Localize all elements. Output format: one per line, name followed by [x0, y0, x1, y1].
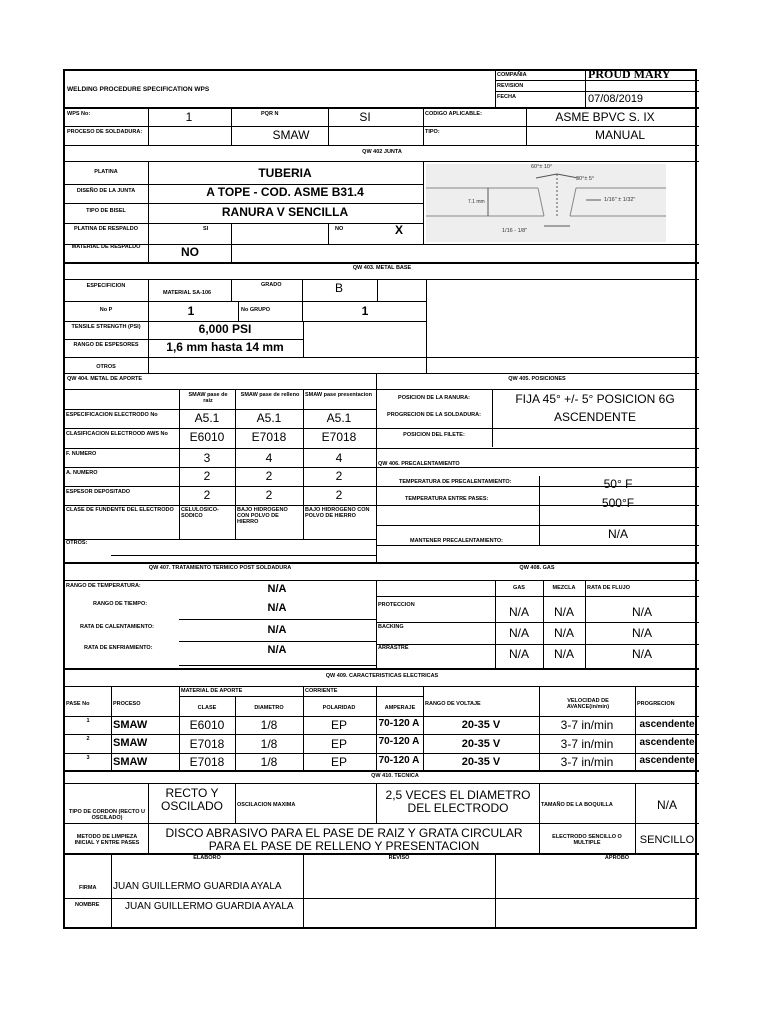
- pass-number: 1: [86, 718, 90, 724]
- flux-cell: BAJO HIDROGENO CON POLVO DE HIERRO: [237, 507, 288, 526]
- gas-cell: N/A: [631, 647, 653, 661]
- reviewed-by-label: REVISO: [388, 855, 410, 861]
- preheat-temp-value: 50° F: [603, 477, 633, 491]
- flux-cell: BAJO HIDROGENO CON POLVO DE HIERRO: [305, 507, 370, 520]
- electrical-section-title: QW 409. CARACTERISTICAS ELECTRICAS: [325, 673, 439, 679]
- process-label: PROCESO DE SOLDADURA:: [67, 129, 143, 135]
- pwht-value: N/A: [267, 644, 287, 656]
- platina-label: PLATINA: [94, 169, 118, 175]
- pass-process: SMAW: [113, 737, 148, 749]
- code-label: CODIGO APLICABLE:: [425, 111, 482, 117]
- filler-cell: A5.1: [326, 411, 352, 425]
- signature-label: FIRMA: [79, 885, 97, 891]
- speed-header: VELOCIDAD DE AVANCE(in/min): [566, 698, 610, 711]
- preheat-section-title: QW 406. PRECALENTAMIENTO: [378, 461, 460, 467]
- filler-cell: 2: [335, 488, 343, 502]
- backing-material-value: NO: [181, 245, 199, 259]
- filler-cell: E7018: [321, 430, 357, 444]
- bead-type-value: RECTO Y OSCILADO: [160, 786, 223, 814]
- filler-cell: 2: [335, 469, 343, 483]
- polarity-header: POLARIDAD: [322, 705, 356, 711]
- approved-by-label: APROBO: [604, 855, 630, 861]
- code-value: ASME BPVC S. IX: [555, 110, 655, 124]
- pass-number: 3: [86, 755, 90, 761]
- groove-position-value: FIJA 45° +/- 5° POSICION 6G: [515, 392, 675, 406]
- filler-col-cap: SMAW pase presentacion: [305, 392, 372, 398]
- pwht-row-label: RANGO DE TEMPERATURA:: [66, 583, 141, 589]
- signature-value: JUAN GUILLERMO GUARDIA AYALA: [113, 881, 282, 892]
- filler-cell: 2: [265, 488, 273, 502]
- pass-voltage: 20-35 V: [461, 738, 501, 750]
- pass-process: SMAW: [113, 719, 148, 731]
- filler-cell: A5.1: [256, 411, 282, 425]
- grade-value: B: [334, 281, 344, 295]
- technique-section-title: QW 410. TECNICA: [371, 773, 419, 779]
- pass-number: 2: [86, 736, 90, 742]
- date-value: 07/08/2019: [588, 93, 644, 105]
- pwht-value: N/A: [267, 602, 287, 614]
- pass-amperage: 70-120 A: [378, 718, 420, 729]
- electrode-count-label: ELECTRODO SENCILLO O MULTIPLE: [552, 834, 622, 847]
- filler-cell: 4: [265, 451, 273, 465]
- made-by-label: ELABORO: [193, 855, 221, 861]
- filler-section-title: QW 404. METAL DE APORTE: [67, 376, 143, 382]
- current-header: CORRIENTE: [305, 688, 338, 694]
- cleaning-label: METODO DE LIMPIEZA INICIAL Y ENTRE PASES: [74, 834, 140, 847]
- grade-label: GRADO: [261, 282, 282, 288]
- voltage-header: RANGO DE VOLTAJE: [425, 701, 481, 707]
- gas-cell: N/A: [631, 626, 653, 640]
- pass-class: E6010: [189, 718, 225, 732]
- gas-cell: N/A: [631, 605, 653, 619]
- pass-class: E7018: [189, 755, 225, 769]
- pass-diameter: 1/8: [260, 737, 278, 751]
- pwht-value: N/A: [267, 624, 287, 636]
- progression-header: PROGRECION: [637, 701, 675, 707]
- pwht-row-label: RATA DE CALENTAMIENTO:: [80, 624, 154, 630]
- gas-cell: N/A: [508, 647, 530, 661]
- filler-row-label: CLASIFICACION ELECTROOD AWS No: [66, 431, 168, 437]
- tensile-label: TENSILE STRENGTH (PSI): [71, 324, 141, 330]
- diameter-header: DIAMETRO: [254, 705, 284, 711]
- pass-progression: ascendente: [639, 719, 695, 730]
- group-label: No GRUPO: [241, 307, 271, 313]
- maintain-value: N/A: [607, 527, 629, 541]
- filler-header: MATERIAL DE APORTE: [181, 688, 243, 694]
- class-header: CLASE: [197, 705, 217, 711]
- name-label: NOMBRE: [75, 902, 100, 908]
- angle-30-label: 30°± 5°: [576, 176, 595, 182]
- progression-label: PROGRECION DE LA SOLDADURA:: [387, 412, 481, 418]
- bevel-value: RANURA V SENCILLA: [221, 205, 349, 219]
- spec-value: MATERIAL SA-106: [163, 290, 212, 296]
- pass-progression: ascendente: [639, 755, 695, 766]
- root-gap-label: 1/16 - 1/8": [502, 228, 528, 234]
- pass-speed: 3-7 in/min: [560, 718, 614, 732]
- pqr-value: SI: [359, 110, 371, 124]
- filler-cell: A5.1: [194, 411, 220, 425]
- backing-si-label: SI: [203, 226, 209, 232]
- gas-cell: N/A: [553, 605, 575, 619]
- name-value: JUAN GUILLERMO GUARDIA AYALA: [125, 901, 294, 912]
- pass-voltage: 20-35 V: [461, 719, 501, 731]
- interpass-label: TEMPERATURA ENTRE PASES:: [405, 496, 489, 502]
- max-oscillation-value: 2,5 VECES EL DIAMETRO DEL ELECTRODO: [385, 788, 531, 816]
- wps-document: [63, 69, 697, 929]
- filler-col-root: SMAW pase de raiz: [188, 392, 228, 405]
- gas-col: GAS: [513, 585, 525, 591]
- pqr-label: PQR N: [261, 111, 279, 117]
- flux-label: CLASE DE FUNDENTE DEL ELECTRODO: [66, 507, 174, 513]
- pass-header: PASE No: [66, 701, 90, 707]
- preheat-temp-label: TEMPERATURA DE PRECALENTAMIENTO:: [399, 479, 512, 485]
- pass-amperage: 70-120 A: [378, 736, 420, 747]
- filler-cell: 2: [265, 469, 273, 483]
- type-value: MANUAL: [594, 128, 646, 142]
- filler-cell: 4: [335, 451, 343, 465]
- joint-sketch: [426, 164, 666, 242]
- angle-60-label: 60°± 10°: [531, 164, 553, 170]
- pass-process: SMAW: [113, 756, 148, 768]
- process-value: SMAW: [272, 128, 310, 142]
- positions-section-title: QW 405. POSICIONES: [508, 376, 566, 382]
- bevel-label: TIPO DE BISEL: [86, 208, 126, 214]
- nozzle-value: N/A: [656, 798, 678, 812]
- progression-value: ASCENDENTE: [553, 410, 637, 424]
- gas-row-label: ARRASTRE: [378, 645, 409, 651]
- thickness-range-label: RANGO DE ESPESORES: [73, 342, 139, 348]
- filler-cell: E7018: [251, 430, 287, 444]
- base-section-title: QW 403. METAL BASE: [352, 265, 412, 271]
- company-value: PROUD MARY: [588, 67, 671, 81]
- land-label: 1/16" ± 1/32": [604, 197, 636, 203]
- pass-diameter: 1/8: [260, 718, 278, 732]
- process-header: PROCESO: [113, 701, 141, 707]
- wps-value: 1: [185, 110, 193, 124]
- filler-others-label: OTROS:: [66, 540, 88, 546]
- pwht-row-label: RATA DE ENFRIAMIENTO:: [84, 645, 153, 651]
- pass-class: E7018: [189, 737, 225, 751]
- cleaning-value: DISCO ABRASIVO PARA EL PASE DE RAIZ Y GRATA CIRCULAR PARA EL PASE DE RELLENO Y PRESENTACION: [165, 826, 523, 854]
- pwht-section-title: QW 407. TRATAMIENTO TERMICO POST SOLDADURA: [148, 565, 292, 571]
- bead-type-label: TIPO DE CORDON (RECTO U OSCILADO): [69, 809, 145, 822]
- gas-col: MEZCLA: [552, 585, 576, 591]
- pass-polarity: EP: [330, 718, 348, 732]
- revision-label: REVISION: [497, 83, 524, 89]
- thickness-range-value: 1,6 mm hasta 14 mm: [166, 340, 284, 354]
- date-label: FECHA: [497, 94, 516, 100]
- gas-cell: N/A: [553, 626, 575, 640]
- wps-label: WPS No:: [67, 111, 91, 117]
- flux-cell: CELULOSICO-SODICO: [181, 507, 219, 520]
- gas-section-title: QW 408. GAS: [519, 565, 555, 571]
- others-label: OTROS: [96, 364, 116, 370]
- backing-no-label: NO: [335, 226, 344, 232]
- pwht-row-label: RANGO DE TIEMPO:: [93, 601, 148, 607]
- electrode-count-value: SENCILLO: [639, 834, 695, 846]
- thickness-label: 7.1 mm: [468, 199, 485, 205]
- backing-mark: X: [395, 223, 404, 237]
- pass-progression: ascendente: [639, 737, 695, 748]
- tensile-value: 6,000 PSI: [198, 322, 252, 336]
- filler-cell: E6010: [189, 430, 225, 444]
- platina-value: TUBERIA: [258, 166, 312, 180]
- pass-diameter: 1/8: [260, 755, 278, 769]
- type-label: TIPO:: [425, 129, 440, 135]
- pass-polarity: EP: [330, 755, 348, 769]
- pass-amperage: 70-120 A: [378, 755, 420, 766]
- filler-row-label: A. NUMERO: [66, 470, 98, 476]
- interpass-value: 500°F: [601, 496, 635, 510]
- filler-row-label: ESPESOR DEPOSITADO: [66, 489, 131, 495]
- nozzle-label: TAMAÑO DE LA BOQUILLA: [541, 802, 613, 808]
- pwht-value: N/A: [267, 583, 287, 595]
- pass-speed: 3-7 in/min: [560, 755, 614, 769]
- gas-cell: N/A: [508, 605, 530, 619]
- p-number-value: 1: [187, 304, 195, 318]
- filler-cell: 2: [203, 488, 211, 502]
- document-title: WELDING PROCEDURE SPECIFICATION WPS: [67, 86, 210, 93]
- gas-row-label: BACKING: [378, 624, 404, 630]
- gas-col: RATA DE FLUJO: [587, 585, 630, 591]
- pass-voltage: 20-35 V: [461, 756, 501, 768]
- spec-label: ESPECIFICION: [86, 283, 126, 289]
- company-label: COMPAÑIA: [497, 72, 527, 78]
- filler-row-label: F. NUMERO: [66, 451, 97, 457]
- maintain-label: MANTENER PRECALENTAMIENTO:: [410, 538, 503, 544]
- pass-speed: 3-7 in/min: [560, 737, 614, 751]
- design-value: A TOPE - COD. ASME B31.4: [206, 185, 364, 199]
- filler-cell: 2: [203, 469, 211, 483]
- gas-cell: N/A: [508, 626, 530, 640]
- p-number-label: No P: [99, 307, 113, 313]
- filler-col-fill: SMAW pase de relleno: [240, 392, 300, 398]
- backing-material-label: MATERIAL DE RESPALDO: [71, 244, 141, 250]
- group-value: 1: [361, 304, 369, 318]
- design-label: DISEÑO DE LA JUNTA: [76, 188, 136, 194]
- fillet-position-label: POSICION DEL FILETE:: [403, 432, 465, 438]
- filler-row-label: ESPECIFICACION ELECTRODO No: [66, 412, 158, 418]
- groove-position-label: POSICION DE LA RANURA:: [398, 395, 470, 401]
- backing-label: PLATINA DE RESPALDO: [73, 226, 139, 232]
- gas-cell: N/A: [553, 647, 575, 661]
- joint-section-title: QW 402 JUNTA: [362, 149, 402, 155]
- filler-cell: 3: [203, 451, 211, 465]
- gas-row-label: PROTECCION: [378, 602, 415, 608]
- max-oscillation-label: OSCILACION MAXIMA: [237, 802, 296, 808]
- pass-polarity: EP: [330, 737, 348, 751]
- amperage-header: AMPERAJE: [384, 705, 416, 711]
